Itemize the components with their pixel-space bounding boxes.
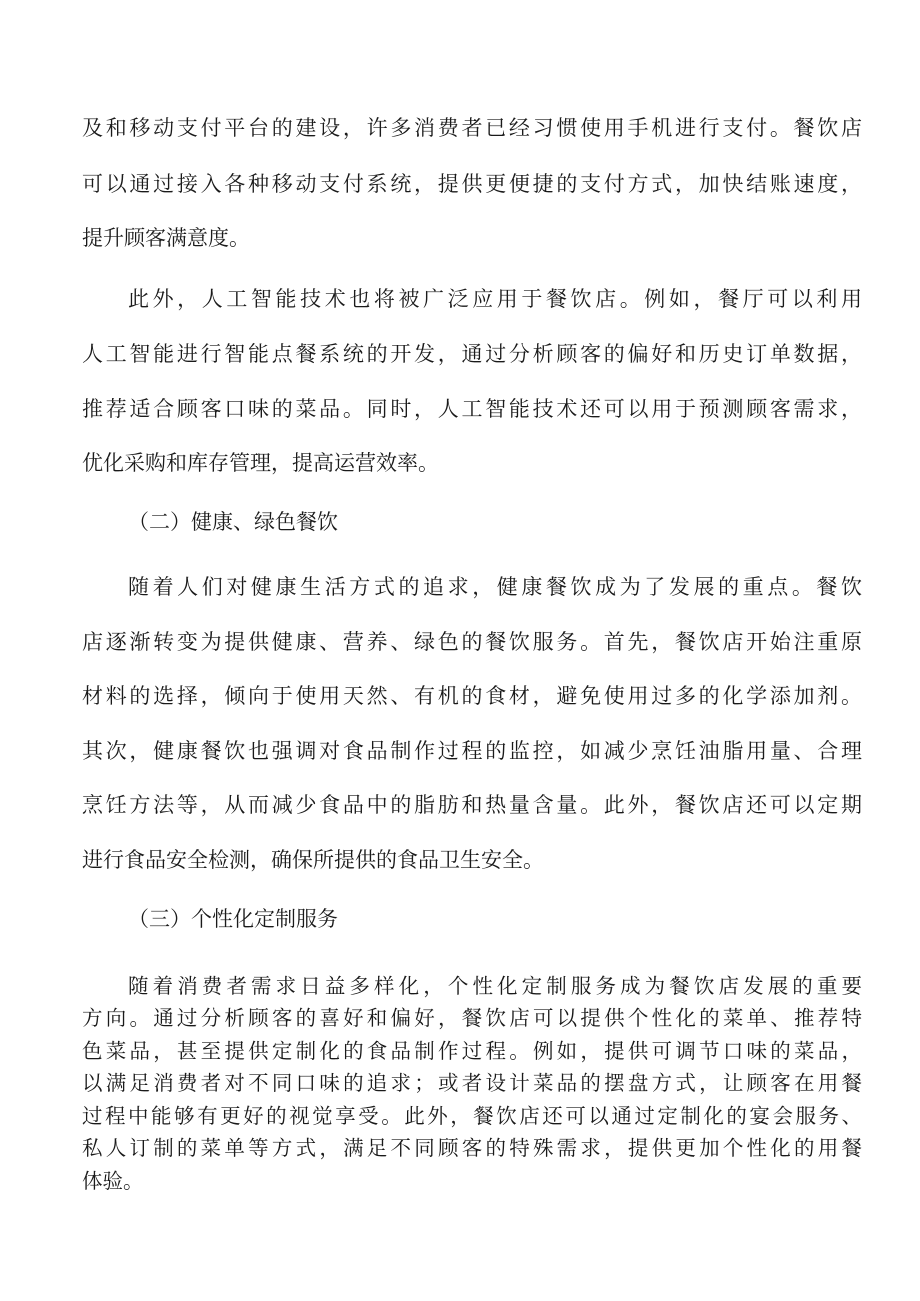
paragraph-line: 进行食品安全检测，确保所提供的食品卫生安全。 (82, 848, 544, 872)
paragraph-line: 优化采购和库存管理，提高运营效率。 (82, 451, 439, 475)
paragraph-line: 以满足消费者对不同口味的追求；或者设计菜品的摆盘方式，让顾客在用餐 (82, 1071, 862, 1095)
paragraph-line: 其次，健康餐饮也强调对食品制作过程的监控，如减少烹饪油脂用量、合理 (82, 739, 862, 763)
paragraph-line: 及和移动支付平台的建设，许多消费者已经习惯使用手机进行支付。餐饮店 (82, 116, 862, 140)
paragraph-line: 体验。 (82, 1169, 144, 1193)
paragraph-line: 店逐渐转变为提供健康、营养、绿色的餐饮服务。首先，餐饮店开始注重原 (82, 630, 862, 654)
paragraph-line: 此外，人工智能技术也将被广泛应用于餐饮店。例如，餐厅可以利用 (128, 287, 862, 311)
section-heading: （三）个性化定制服务 (128, 907, 338, 931)
paragraph-line: 私人订制的菜单等方式，满足不同顾客的特殊需求，提供更加个性化的用餐 (82, 1136, 862, 1160)
paragraph-line: 随着人们对健康生活方式的追求，健康餐饮成为了发展的重点。餐饮 (128, 575, 862, 599)
paragraph-line: 材料的选择，倾向于使用天然、有机的食材，避免使用过多的化学添加剂。 (82, 684, 862, 708)
paragraph-line: 色菜品，甚至提供定制化的食品制作过程。例如，提供可调节口味的菜品， (82, 1039, 862, 1063)
paragraph-line: 烹饪方法等，从而减少食品中的脂肪和热量含量。此外，餐饮店还可以定期 (82, 793, 862, 817)
paragraph-line: 人工智能进行智能点餐系统的开发，通过分析顾客的偏好和历史订单数据， (82, 342, 862, 366)
paragraph-line: 可以通过接入各种移动支付系统，提供更便捷的支付方式，加快结账速度， (82, 172, 862, 196)
paragraph-line: 过程中能够有更好的视觉享受。此外，餐饮店还可以通过定制化的宴会服务、 (82, 1104, 862, 1128)
section-heading: （二）健康、绿色餐饮 (128, 510, 338, 534)
paragraph-line: 随着消费者需求日益多样化，个性化定制服务成为餐饮店发展的重要 (128, 974, 862, 998)
paragraph-line: 方向。通过分析顾客的喜好和偏好，餐饮店可以提供个性化的菜单、推荐特 (82, 1006, 862, 1030)
paragraph-line: 提升顾客满意度。 (82, 226, 250, 250)
paragraph-line: 推荐适合顾客口味的菜品。同时，人工智能技术还可以用于预测顾客需求， (82, 397, 862, 421)
